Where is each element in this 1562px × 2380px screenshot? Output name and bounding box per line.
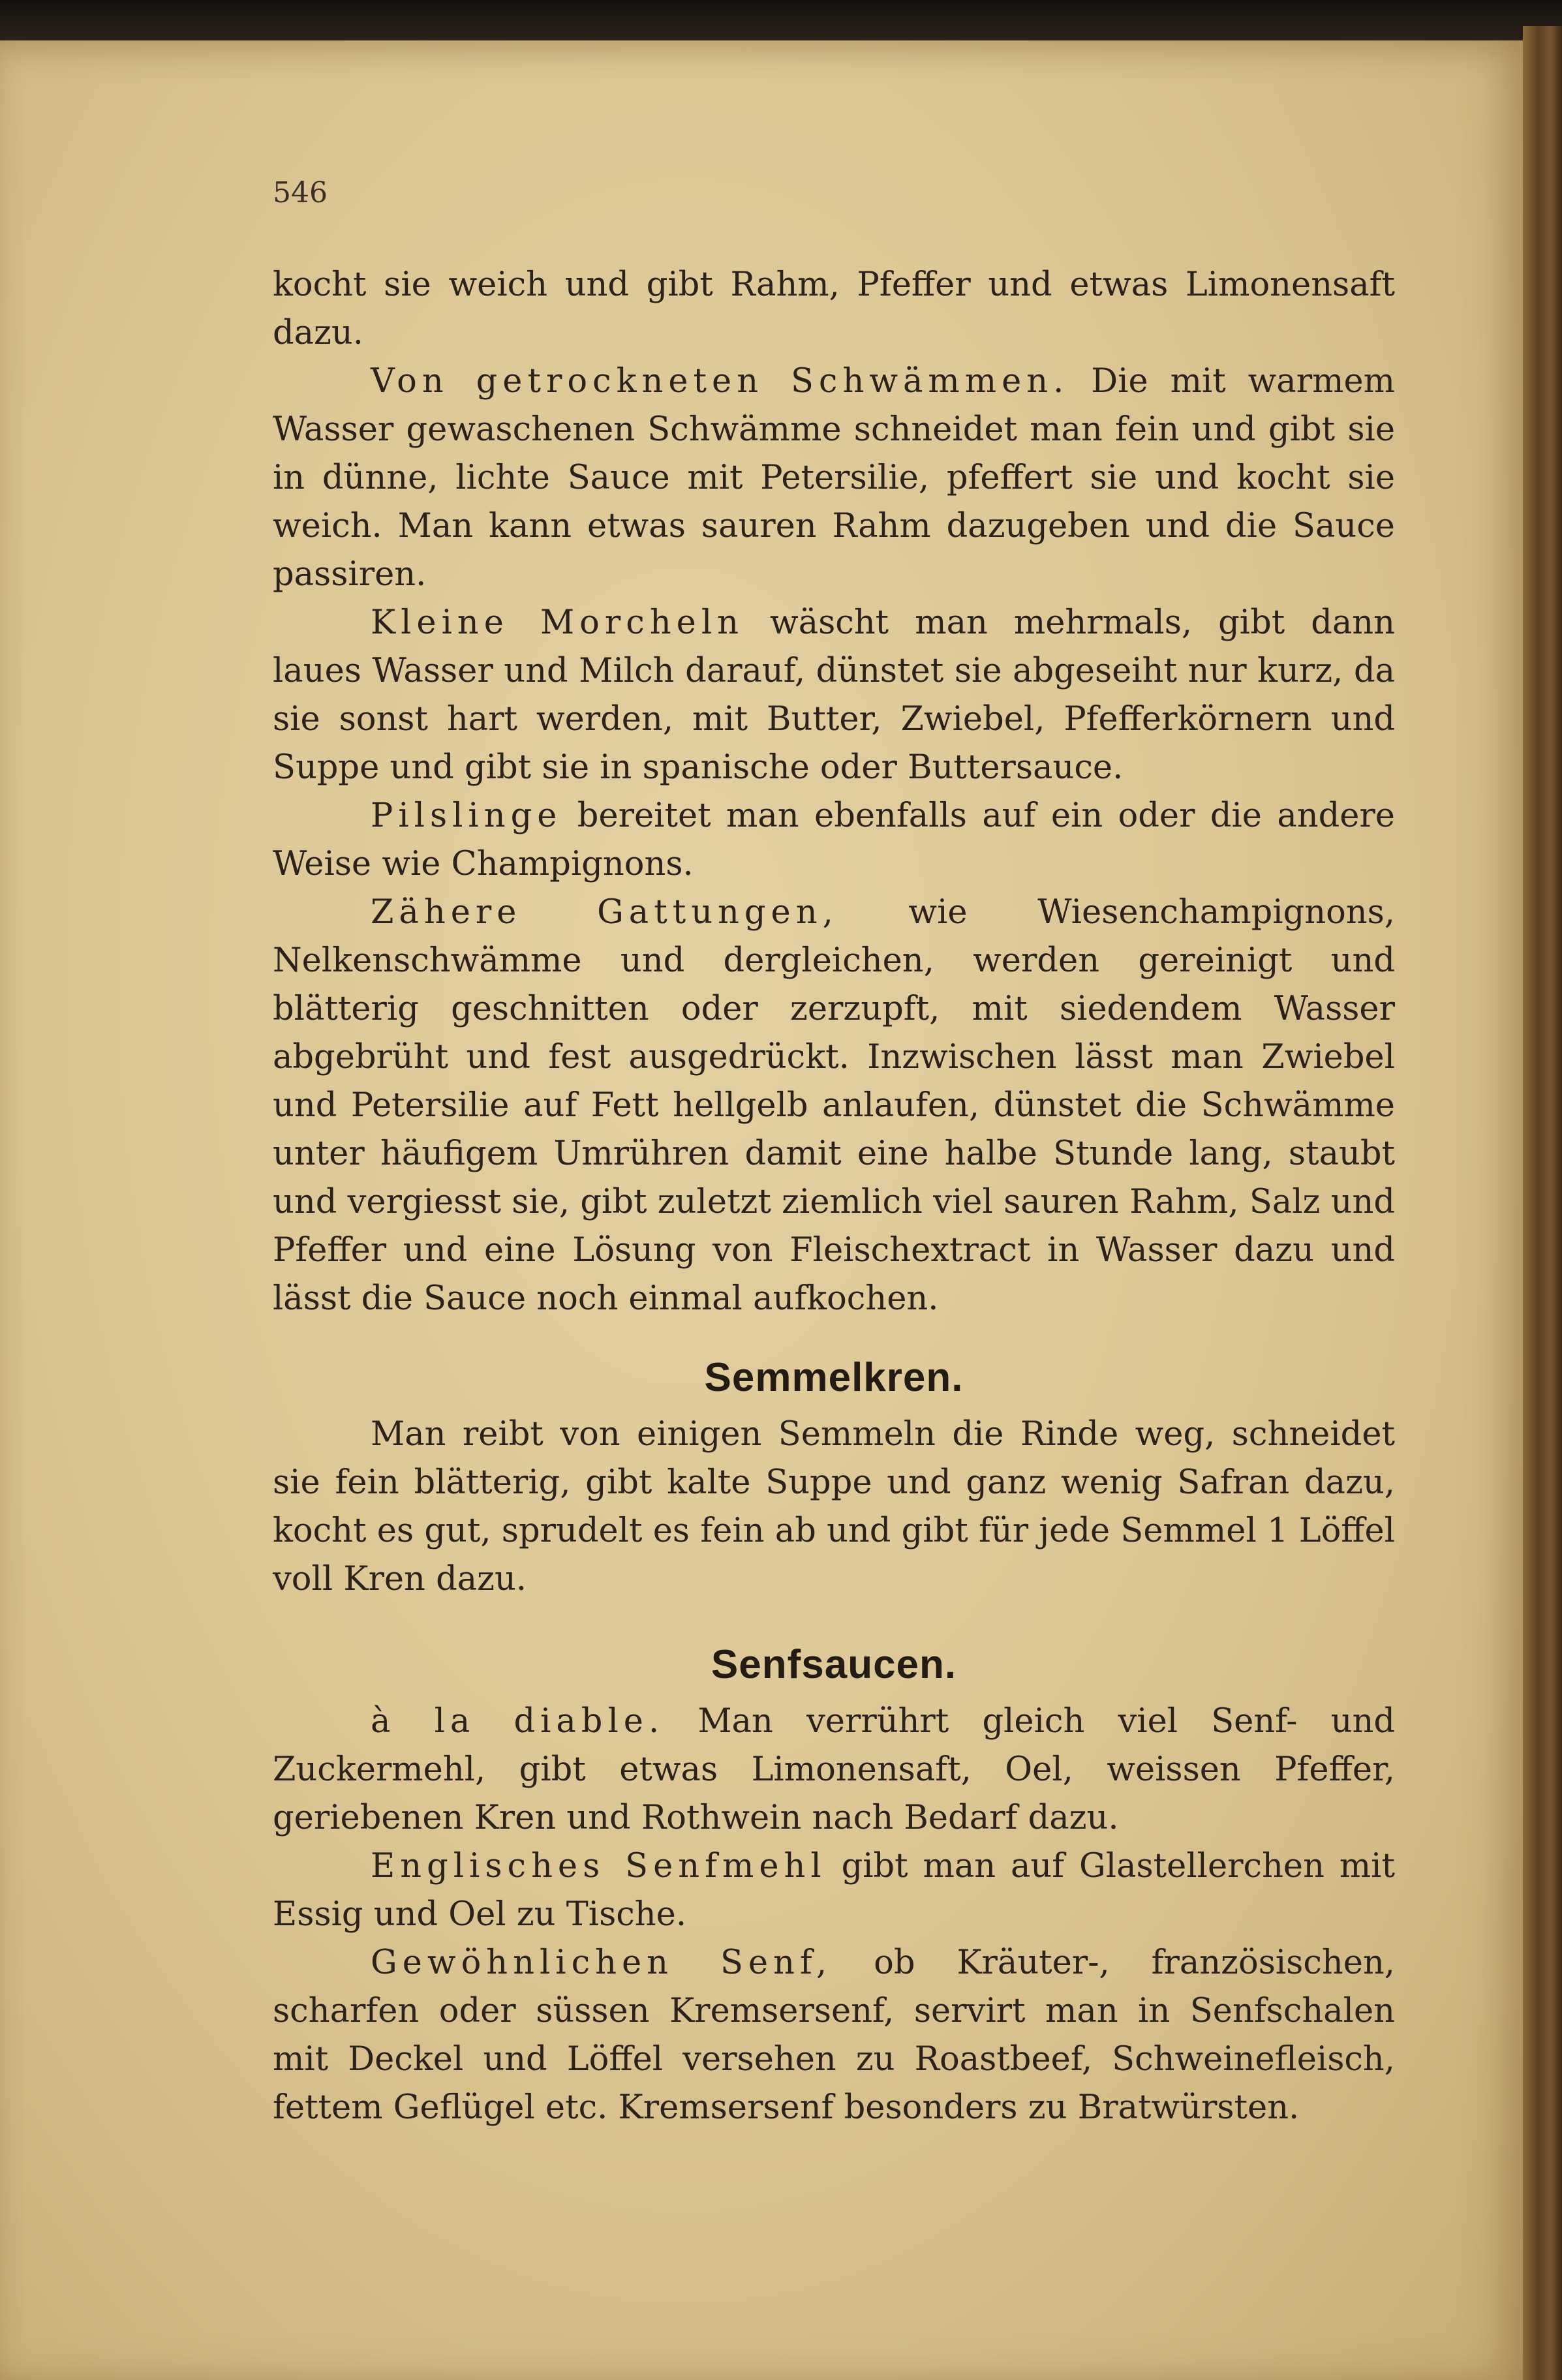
paragraph-getrocknete-schwaemme xyxy=(273,358,1395,599)
paragraph-semmelkren: Man reibt von einigen Semmeln die Rinde weg, schneidet sie fein blätterig, gibt kalte Suppe und ganz wenig Safran dazu, kocht es gut, sprudelt es fein ab und gibt für jede Semmel 1 Löffel voll Kren dazu. xyxy=(273,1415,1395,1598)
paragraph-zaehere-gattungen xyxy=(273,889,1395,1323)
paragraph-text: Man verrührt gleich viel Senf- und Zuckermehl, gibt etwas Limonensaft, Oel, weissen Pfeffer, geriebenen Kren und Rothwein nach Bedarf dazu. xyxy=(273,1702,1395,1837)
paragraph-text: wie Wiesenchampignons, Nelkenschwämme und dergleichen, werden gereinigt und blätterig geschnitten oder zerzupft, mit siedendem Wasser abgebrüht und fest ausgedrückt. Inzwischen lässt man Zwiebel und Petersilie auf Fett hellgelb anlaufen, dünstet die Schwämme unter häufigem Umrühren damit eine halbe Stunde lang, staubt und vergiesst sie, gibt zuletzt ziemlich viel sauren Rahm, Salz und Pfeffer und eine Lösung von Fleischextract in Wasser dazu und lässt die Sauce noch einmal aufkochen. xyxy=(273,893,1395,1318)
paragraph-continued: kocht sie weich und gibt Rahm, Pfeffer und etwas Limonensaft dazu. xyxy=(273,266,1395,352)
paragraph-gewoehnlichen-senf xyxy=(273,1939,1395,2132)
paragraph-lead: Gewöhnlichen Senf, xyxy=(371,1944,833,1982)
paragraph-lead: Zähere Gattungen, xyxy=(371,893,838,932)
page-number: 546 xyxy=(273,176,328,209)
paragraph-a-la-diable xyxy=(273,1698,1395,1842)
paragraph-pilslinge xyxy=(273,792,1395,889)
page-body xyxy=(273,261,1395,2132)
paragraph-lead: Von getrockneten Schwämmen. xyxy=(371,362,1069,401)
paragraph-lead: Pilslinge xyxy=(371,797,562,835)
paragraph-text: ob Kräuter-, französischen, scharfen oder süssen Kremsersenf, servirt man in Senfschalen mit Deckel und Löffel versehen zu Roastbeef, Schweinefleisch, fettem Geflügel etc. Kremsersenf besonders zu Bratwürsten. xyxy=(273,1944,1396,2127)
paragraph-lead: Kleine Morcheln xyxy=(371,603,744,642)
section-heading-semmelkren: Semmelkren. xyxy=(704,1355,964,1400)
paragraph-text: bereitet man ebenfalls auf ein oder die andere Weise wie Champignons. xyxy=(273,797,1395,883)
book-page-edge xyxy=(1523,26,1562,2380)
paragraph-kleine-morcheln xyxy=(273,599,1395,792)
book-top-edge xyxy=(0,0,1562,40)
paragraph-text: Die mit warmem Wasser gewaschenen Schwämme schneidet man fein und gibt sie in dünne, lichte Sauce mit Petersilie, pfeffert sie und kocht sie weich. Man kann etwas sauren Rahm dazugeben und die Sauce passiren. xyxy=(273,362,1395,594)
paragraph-lead: à la diable. xyxy=(371,1702,665,1741)
paragraph-text: wäscht man mehrmals, gibt dann laues Wasser und Milch darauf, dünstet sie abgeseiht nur kurz, da sie sonst hart werden, mit Butter, Zwiebel, Pfefferkörnern und Suppe und gibt sie in spanische oder Buttersauce. xyxy=(273,603,1395,787)
paragraph-englisches-senfmehl xyxy=(273,1842,1395,1939)
paragraph-text: gibt man auf Glastellerchen mit Essig und Oel zu Tische. xyxy=(273,1847,1395,1934)
paragraph-lead: Englisches Senfmehl xyxy=(371,1847,827,1885)
section-heading-senfsaucen: Senfsaucen. xyxy=(711,1642,957,1687)
